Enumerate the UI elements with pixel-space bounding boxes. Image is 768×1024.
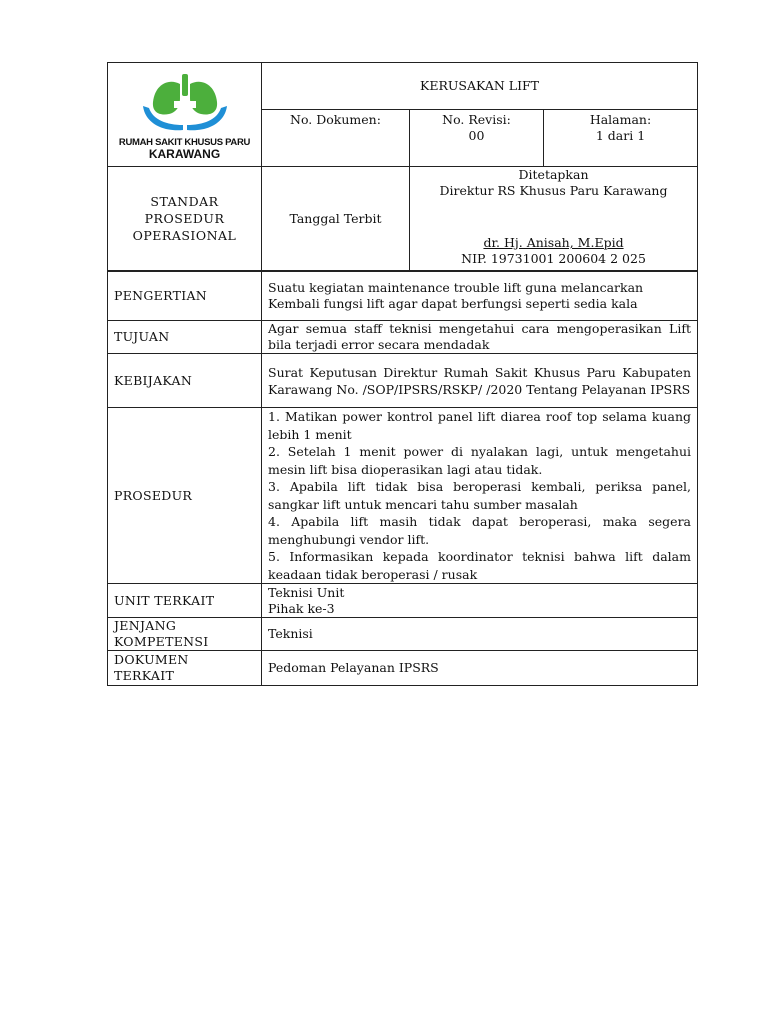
- issue-date-cell: [262, 167, 410, 271]
- revision-value: 00: [468, 128, 485, 143]
- prosedur-step-3: 3. Apabila lift tidak bisa beroperasi kembali, periksa panel, sangkar lift untuk mencari tahu sumber masalah: [268, 479, 691, 512]
- dokumen-terkait-label: [108, 651, 262, 686]
- prosedur-step-4: 4. Apabila lift masih tidak dapat beroperasi, maka segera menghubungi vendor lift.: [268, 514, 691, 547]
- sop-body-table: [107, 271, 698, 686]
- unit-terkait-line1: Teknisi Unit: [268, 584, 345, 600]
- kebijakan-label: KEBIJAKAN: [108, 354, 262, 408]
- sop-title-line3: OPERASIONAL: [132, 228, 237, 243]
- issue-date-label: Tanggal Terbit: [289, 210, 382, 226]
- sop-title-line2: PROSEDUR: [144, 211, 225, 226]
- kebijakan-text: Surat Keputusan Direktur Rumah Sakit Khusus Paru Kabupaten Karawang No. /SOP/IPSRS/RSKP/ /2020 Tentang Pelayanan IPSRS: [262, 354, 698, 408]
- prosedur-label: PROSEDUR: [108, 408, 262, 584]
- document-title: KERUSAKAN LIFT: [262, 63, 698, 110]
- unit-terkait-line2: Pihak ke-3: [268, 600, 335, 616]
- jenjang-label-line1: JENJANG: [114, 618, 177, 633]
- logo-text-line1: RUMAH SAKIT KHUSUS PARU: [118, 137, 251, 148]
- row-prosedur: [108, 408, 698, 584]
- prosedur-steps: [262, 408, 698, 584]
- tujuan-label: TUJUAN: [108, 321, 262, 354]
- row-pengertian: [108, 272, 698, 321]
- sop-title-line1: STANDAR: [150, 194, 219, 209]
- tujuan-text: Agar semua staff teknisi mengetahui cara mengoperasikan Lift bila terjadi error secara mendadak: [262, 321, 698, 354]
- prosedur-step-1: 1. Matikan power kontrol panel lift diarea roof top selama kuang lebih 1 menit: [268, 409, 691, 442]
- logo-cell: [108, 63, 262, 167]
- sop-title-cell: [108, 167, 262, 271]
- dokumen-label-line1: DOKUMEN: [114, 652, 189, 667]
- unit-terkait-cell: [262, 584, 698, 618]
- jenjang-kompetensi-label: [108, 618, 262, 651]
- logo-text-line2: KARAWANG: [148, 147, 221, 161]
- approval-established: Ditetapkan: [518, 167, 589, 182]
- row-tujuan: [108, 321, 698, 354]
- page-cell: [544, 110, 698, 167]
- pengertian-text: Suatu kegiatan maintenance trouble lift guna melancarkan Kembali fungsi lift agar dapat berfungsi seperti sedia kala: [262, 272, 698, 321]
- jenjang-label-line2: KOMPETENSI: [114, 634, 209, 649]
- approval-cell: [410, 167, 698, 271]
- page-value: 1 dari 1: [595, 128, 646, 143]
- revision-label: No. Revisi:: [442, 112, 511, 127]
- sop-header-table: [107, 62, 698, 271]
- row-jenjang-kompetensi: [108, 618, 698, 651]
- row-unit-terkait: [108, 584, 698, 618]
- hospital-logo: [108, 70, 261, 161]
- unit-terkait-label: UNIT TERKAIT: [108, 584, 262, 618]
- doc-number-label: No. Dokumen:: [290, 112, 381, 127]
- approval-name: dr. Hj. Anisah, M.Epid: [483, 235, 624, 250]
- revision-cell: [410, 110, 544, 167]
- page-label: Halaman:: [589, 112, 652, 127]
- prosedur-step-2: 2. Setelah 1 menit power di nyalakan lagi, untuk mengetahui mesin lift bisa dioperasikan lagi atau tidak.: [268, 444, 691, 477]
- row-kebijakan: [108, 354, 698, 408]
- approval-position: Direktur RS Khusus Paru Karawang: [439, 183, 668, 198]
- doc-number-cell: [262, 110, 410, 167]
- jenjang-kompetensi-text: Teknisi: [262, 618, 698, 651]
- pengertian-label: PENGERTIAN: [108, 272, 262, 321]
- row-dokumen-terkait: [108, 651, 698, 686]
- prosedur-step-5: 5. Informasikan kepada koordinator teknisi bahwa lift dalam keadaan tidak beroperasi / rusak: [268, 549, 691, 582]
- approval-nip: NIP. 19731001 200604 2 025: [461, 251, 646, 266]
- dokumen-label-line2: TERKAIT: [114, 668, 175, 683]
- dokumen-terkait-text: Pedoman Pelayanan IPSRS: [262, 651, 698, 686]
- lungs-hands-logo-icon: [139, 70, 231, 138]
